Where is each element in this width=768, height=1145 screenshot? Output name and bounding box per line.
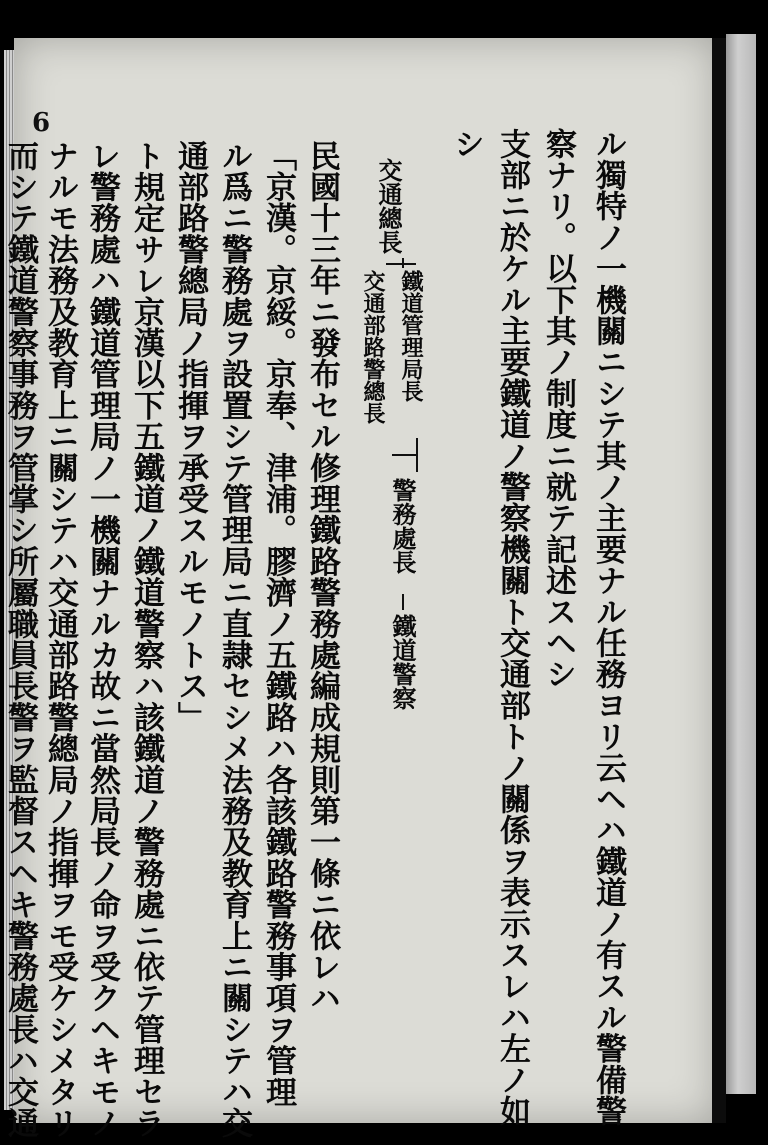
text-column-3: 支部ニ於ケル主要鐵道ノ警察機關ト交通部トノ關係ヲ表示スレハ左ノ如 xyxy=(494,128,530,1127)
diagram-top-left-label: 交通總長 xyxy=(374,158,403,254)
diagram-end-label: 鐵道警察 xyxy=(388,614,417,710)
text-column-1: ル獨特ノ一機關ニシテ其ノ主要ナル任務ヨリ云ヘハ鐵道ノ有スル警備警 xyxy=(590,128,626,1127)
diagram-bottom-left-label: 交通部路警總長 xyxy=(360,270,386,424)
text-column-12: 而シテ鐵道警察事務ヲ管掌シ所屬職員長警ヲ監督スヘキ警務處長ハ交通 xyxy=(2,140,38,1139)
page-number: 6 xyxy=(32,108,51,138)
text-column-7: ル爲ニ警務處ヲ設置シテ管理局ニ直隷セシメ法務及教育上ニ關シテハ交 xyxy=(216,140,252,1139)
text-column-6: 「京漢。京綏。京奉、津浦。膠濟ノ五鐵路ハ各該鐵路警務事項ヲ管理 xyxy=(260,140,296,1108)
text-column-5: 民國十三年ニ發布セル修理鐵路警務處編成規則第一條ニ依レハ xyxy=(304,140,340,1014)
text-column-9: ト規定サレ京漢以下五鐵道ノ鐵道警察ハ該鐵道ノ警務處ニ依テ管理セラ xyxy=(128,140,164,1139)
text-column-10: レ警務處ハ鐵道管理局ノ一機關ナルカ故ニ當然局長ノ命ヲ受クヘキモノ xyxy=(84,140,120,1139)
text-column-4: シ xyxy=(448,128,484,160)
text-column-11: ナルモ法務及教育上ニ關シテハ交通部路警總局ノ指揮ヲモ受ケシメタリ xyxy=(42,140,78,1139)
text-column-2: 察ナリ。以下其ノ制度ニ就テ記述スヘシ xyxy=(540,128,576,690)
book-right-edge xyxy=(726,34,756,1094)
diagram-connector-horizontal xyxy=(386,263,416,265)
diagram-connector-join xyxy=(392,454,418,456)
diagram-right-branch-label: 鐵道管理局長 xyxy=(398,270,424,402)
diagram-chain-label: 警務處長 xyxy=(388,478,417,574)
diagram-connector-bottom xyxy=(402,594,404,610)
text-column-8: 通部路警總局ノ指揮ヲ承受スルモノトス」 xyxy=(172,140,208,733)
organization-diagram xyxy=(362,158,432,738)
book-spine-shadow xyxy=(712,38,726,1123)
